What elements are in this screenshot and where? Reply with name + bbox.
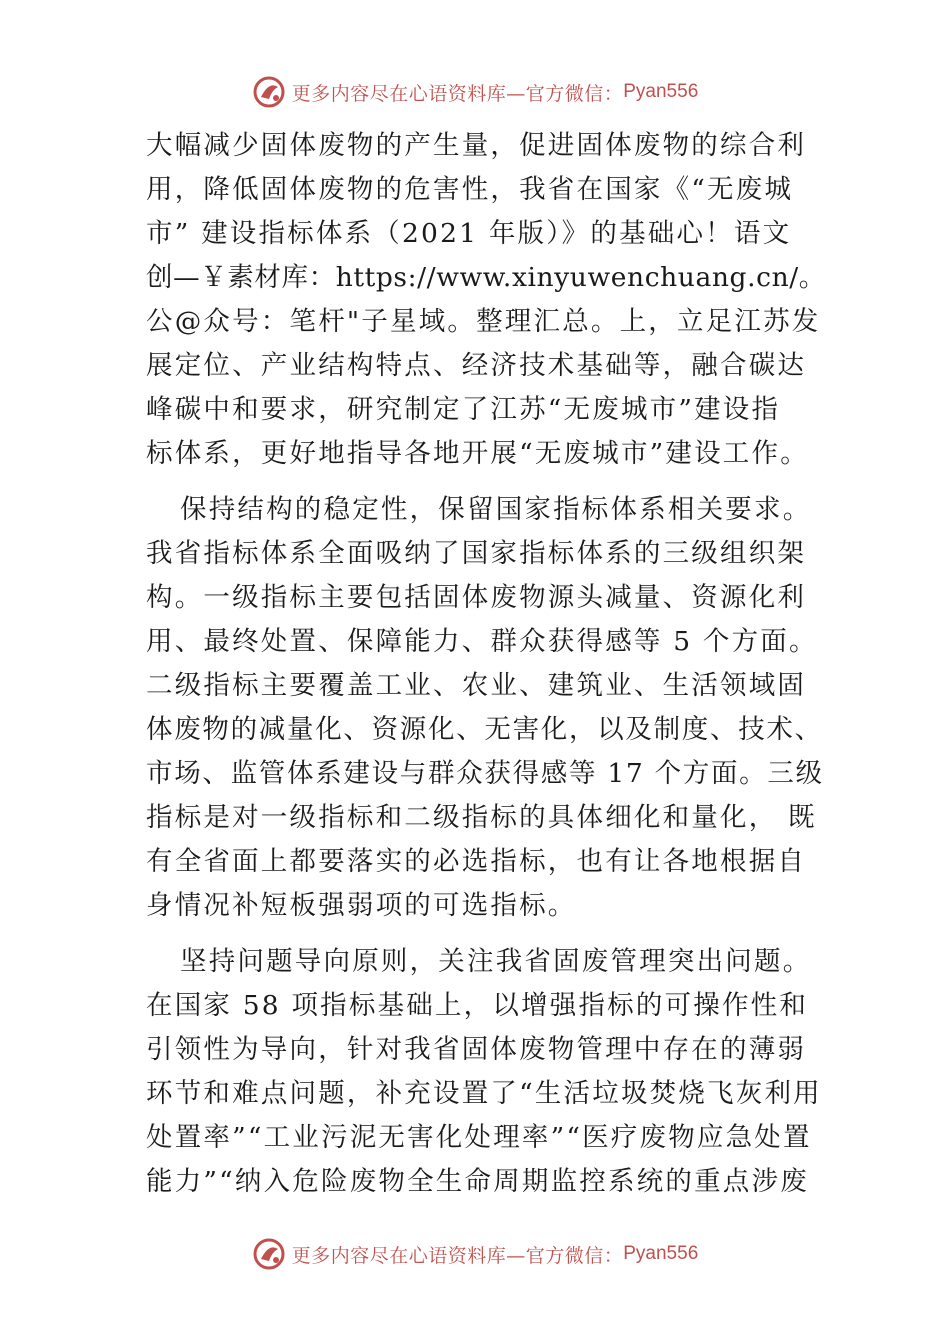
brand-logo-icon bbox=[252, 1237, 286, 1271]
paragraph-2 bbox=[146, 488, 826, 928]
text-line: 我省指标体系全面吸纳了国家指标体系的三级组织架 bbox=[146, 538, 807, 569]
watermark-text: 更多内容尽在心语资料库—官方微信： bbox=[291, 1244, 624, 1267]
text-line: 体废物的减量化、资源化、无害化，以及制度、技术、 bbox=[146, 714, 823, 745]
paragraph-1 bbox=[146, 124, 826, 476]
text-line: 二级指标主要覆盖工业、农业、建筑业、生活领域固 bbox=[146, 670, 807, 701]
text-line: 保持结构的稳定性，保留国家指标体系相关要求。 bbox=[180, 494, 812, 525]
text-line: 标体系，更好地指导各地开展“无废城市”建设工作。 bbox=[146, 438, 809, 469]
watermark-handle: Pyan556 bbox=[623, 1243, 699, 1264]
text-line: 指标是对一级指标和二级指标的具体细化和量化， 既 bbox=[146, 802, 817, 833]
text-line: 创—￥素材库：https://www.xinyuwenchuang.cn/。 bbox=[146, 262, 826, 293]
watermark-text: 更多内容尽在心语资料库—官方微信： bbox=[291, 82, 624, 105]
text-line: 公@众号：笔杆"子星域。整理汇总。上，立足江苏发 bbox=[146, 306, 821, 337]
text-line: 峰碳中和要求，研究制定了江苏“无废城市”建设指 bbox=[146, 394, 781, 425]
text-line: 市” 建设指标体系（2021 年版）》的基础心！语文 bbox=[146, 218, 792, 249]
text-line: 引领性为导向，针对我省固体废物管理中存在的薄弱 bbox=[146, 1034, 807, 1065]
text-line: 展定位、产业结构特点、经济技术基础等，融合碳达 bbox=[146, 350, 807, 381]
text-line: 能力”“纳入危险废物全生命周期监控系统的重点涉废 bbox=[146, 1166, 809, 1197]
text-line: 用、最终处置、保障能力、群众获得感等 5 个方面。 bbox=[146, 626, 818, 657]
text-line: 环节和难点问题，补充设置了“生活垃圾焚烧飞灰利用 bbox=[146, 1078, 822, 1109]
paragraph-3 bbox=[146, 940, 826, 1204]
text-line: 用，降低固体废物的危害性，我省在国家《“无废城 bbox=[146, 174, 794, 205]
header-watermark bbox=[0, 70, 950, 114]
text-line: 构。一级指标主要包括固体废物源头减量、资源化利 bbox=[146, 582, 807, 613]
brand-logo-icon bbox=[252, 75, 286, 109]
text-line: 坚持问题导向原则，关注我省固废管理突出问题。 bbox=[180, 946, 812, 977]
text-line: 有全省面上都要落实的必选指标，也有让各地根据自 bbox=[146, 846, 807, 877]
text-line: 在国家 58 项指标基础上，以增强指标的可操作性和 bbox=[146, 990, 809, 1021]
text-line: 大幅减少固体废物的产生量，促进固体废物的综合利 bbox=[146, 130, 807, 161]
text-line: 处置率”“工业污泥无害化处理率”“医疗废物应急处置 bbox=[146, 1122, 812, 1153]
document-body bbox=[146, 124, 826, 1204]
footer-watermark bbox=[0, 1232, 950, 1276]
text-line: 身情况补短板强弱项的可选指标。 bbox=[146, 890, 577, 921]
watermark-handle: Pyan556 bbox=[623, 81, 699, 102]
text-line: 市场、监管体系建设与群众获得感等 17 个方面。三级 bbox=[146, 758, 824, 789]
